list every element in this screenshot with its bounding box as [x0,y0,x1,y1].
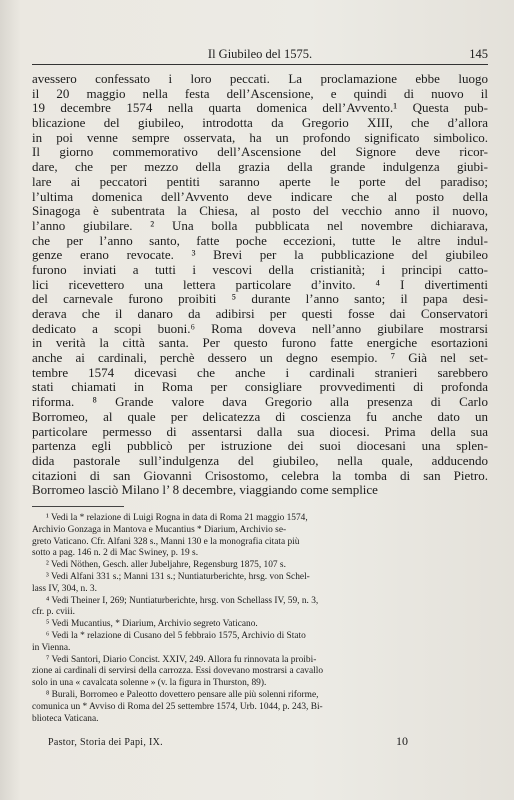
text-line: stati chiamati in Roma per consigliare provvedimenti di profonda [32,380,488,395]
text-line: riforma. ⁸ Grande valore dava Gregorio alla presenza di Carlo [32,395,488,410]
footnote-line: comunica un * Avviso di Roma del 25 settembre 1574, Urb. 1044, p. 243, Bi- [32,701,323,712]
text-line: anche ai cardinali, perchè dessero un degno esempio. ⁷ Già nel set- [32,351,488,366]
text-line: derava che il danaro da adibirsi per questi fosse dai Conservatori [32,307,488,321]
text-line: particolare permesso di assentarsi dalla sua diocesi. Prima della sua [32,424,488,439]
text-line: il 20 maggio nella festa dell’Ascensione, e quindi di nuovo il [32,86,488,101]
footnote-line: blioteca Vaticana. [32,713,99,724]
text-line: che per l’anno santo, fatte poche eccezioni, tutte le altre indul- [32,233,488,248]
footnote-line: in Vienna. [32,642,71,653]
footnote-line: ⁵ Vedi Mucantius, * Diarium, Archivio segreto Vaticano. [46,619,258,630]
header-rule [32,64,488,65]
footnote-line: ⁴ Vedi Theiner I, 269; Nuntiaturberichte, hrsg. von Schellass IV, 59, n. 3, [46,595,319,606]
text-line: lare ai peccatori pentiti saranno aperte le porte del paradiso; [32,174,488,189]
footnote-line: lass IV, 304, n. 3. [32,583,97,594]
footnote-line: cfr. p. cviii. [32,607,75,618]
text-line: l’anno giubilare. ² Una bolla pubblicata nel novembre dichiarava, [32,218,488,233]
text-line: dare, che per mezzo della grazia della grande indulgenza giubi- [32,160,488,175]
text-line: in poi venne sempre osservata, ha un profondo significato simbolico. [32,130,488,145]
text-line: Borromeo, al quale per delicatezza di coscienza fu anche dato un [32,409,488,424]
signature-line: Pastor, Storia dei Papi, IX. [48,737,163,748]
text-line: lici ricevettero una lettera particolare d’invito. ⁴ I divertimenti [32,277,488,292]
text-line: avessero confessato i loro peccati. La proclamazione ebbe luogo [32,72,488,86]
main-text [32,72,488,498]
text-line: citazioni di san Giovanni Crisostomo, celebra la tomba di san Pietro. [32,468,488,483]
text-line: dida pastorale sull’indulgenza del giubileo, nella quale, adducendo [32,453,488,468]
footnote-line: ⁶ Vedi la * relazione di Cusano del 5 febbraio 1575, Archivio di Stato [46,630,306,641]
footnote-line: solo in una « cavalcata solenne » (v. la figura in Thurston, 89). [32,678,267,689]
footnote-line: Archivio Gonzaga in Mantova e Mucantius * Diarium, Archivio se- [32,524,287,535]
text-line: in verità la città santa. Per questo furono fatte energiche esortazioni [32,336,488,351]
footnote-line: sotto a pag. 146 n. 2 di Mac Swiney, p. 19 s. [32,548,199,559]
footnotes [32,513,488,725]
text-line: partenza egli pubblicò per istruzione dei suoi diocesani una splen- [32,439,488,454]
footnote-line: greto Vaticano. Cfr. Alfani 328 s., Manni 130 e la monografia citata più [32,536,300,547]
footnote-line: ⁸ Burali, Borromeo e Paleotto dovettero pensare alle più solenni riforme, [46,689,319,700]
text-line: dedicato a scopi buoni.⁶ Roma doveva nell’anno giubilare mostrarsi [32,321,488,336]
text-line: blicazione del giubileo, introdotta da Gregorio XIII, che d’allora [32,116,488,131]
footnote-line: ¹ Vedi la * relazione di Luigi Rogna in data di Roma 21 maggio 1574, [46,513,308,523]
footnote-separator [32,506,124,507]
running-title: Il Giubileo del 1575. [207,47,313,61]
signature-mark: 10 [396,734,408,748]
text-line: l’ultima domenica dell’Avvento deve indicare che al posto della [32,189,488,204]
page-number: 145 [469,47,488,61]
text-line: 19 decembre 1574 nella quarta domenica dell’Avvento.¹ Questa pub- [32,101,488,116]
page-header [32,44,488,64]
footnote-line: ³ Vedi Alfani 331 s.; Manni 131 s.; Nuntiaturberichte, hrsg. von Schel- [46,571,310,582]
text-line: del carnevale furono proibiti ⁵ durante l’anno santo; il papa desi- [32,292,488,307]
text-line: tembre 1574 dicevasi che anche i cardinali stranieri sarebbero [32,365,488,380]
text-line: Sinagoga è subentrata la Chiesa, al posto del vecchio anno il nuovo, [32,204,488,219]
footnote-line: ⁷ Vedi Santori, Diario Concist. XXIV, 249. Allora fu rinnovata la proibi- [46,654,317,665]
footnote-line: ² Vedi Nöthen, Gesch. aller Jubeljahre, Regensburg 1875, 107 s. [46,560,286,571]
footnote-line: zione ai cardinali di servirsi della carrozza. Essi dovevano mostrarsi a cavallo [32,666,324,677]
text-line: Il giorno commemorativo dell’Ascensione del Signore deve ricor- [32,145,488,160]
text-line: genze erano revocate. ³ Brevi per la pubblicazione del giubileo [32,248,488,263]
text-line: furono inviati a tutti i vescovi della cristianità; i principi catto- [32,262,488,277]
text-line: Borromeo lasciò Milano l’ 8 decembre, viaggiando come semplice [32,483,378,498]
